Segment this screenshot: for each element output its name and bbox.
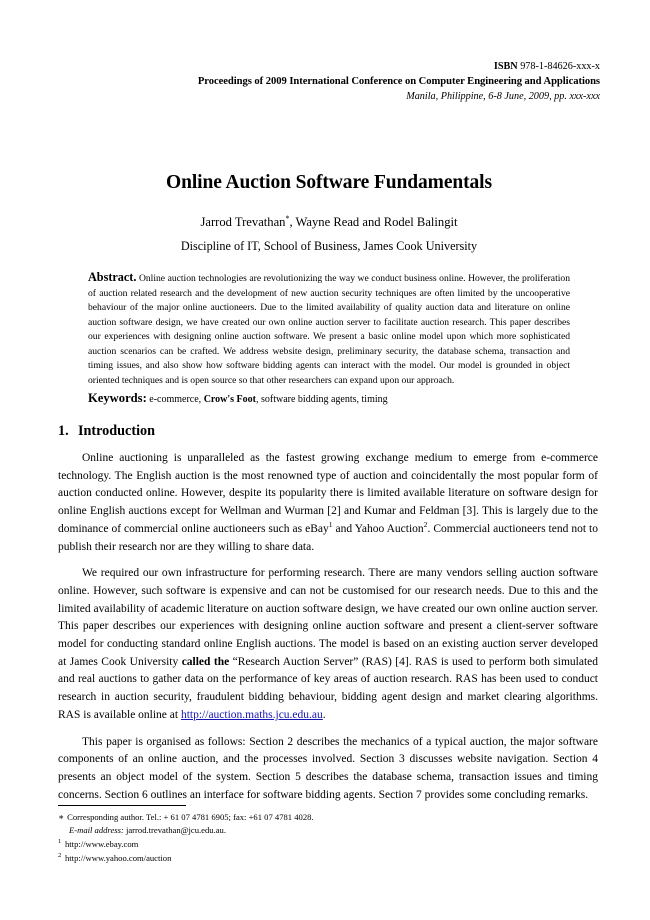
ras-url-link[interactable]: http://auction.maths.jcu.edu.au (180, 708, 323, 721)
email-value: jarrod.trevathan@jcu.edu.au. (123, 825, 226, 836)
footnote-corresponding-author (58, 811, 598, 824)
paragraph-2-bold-phrase: called the (181, 655, 230, 668)
isbn-line (58, 60, 600, 74)
footnote-marker-star: ∗ (58, 812, 65, 822)
keyword-crows-foot: Crow's Foot (203, 394, 256, 405)
body-text (58, 450, 598, 804)
paragraph-2-part-c: . (322, 708, 326, 721)
isbn-value: 978-1-84626-xxx-x (520, 61, 600, 72)
footnote-2 (58, 851, 598, 865)
section-heading-introduction (58, 423, 600, 440)
author-names-rest: , Wayne Read and Rodel Balingit (289, 215, 458, 229)
paper-title: Online Auction Software Fundamentals (166, 172, 492, 193)
footnote-separator (58, 805, 186, 806)
email-label: E-mail address: (69, 825, 124, 836)
isbn-label: ISBN (493, 61, 518, 72)
keywords-before: e-commerce, (146, 394, 204, 405)
keywords-after: , software bidding agents, timing (256, 394, 388, 405)
footnote-ref-1: 1 (328, 519, 333, 529)
section-title: Introduction (78, 423, 155, 439)
footnote-ref-2: 2 (423, 519, 428, 529)
footnote-marker-1: 1 (58, 838, 62, 846)
paragraph-1-part-c: . Commercial auctioneers tend not to publish their research nor are they willing to share data. (58, 522, 598, 553)
footnote-email (58, 824, 598, 837)
paragraph-1 (58, 450, 598, 556)
affiliation: Discipline of IT, School of Business, James Cook University (180, 239, 478, 253)
author-names: Jarrod Trevathan (200, 215, 286, 229)
corresponding-author-marker: * (285, 213, 290, 223)
abstract-block (88, 268, 570, 389)
paragraph-1-part-a: Online auctioning is unparalleled as the fastest growing exchange medium to emerge from e-commerce technology. The English auction is the most renowned type of auction and coincidentally the most popular form of auction conducted online. However, despite its popularity there is limited available literature on software design for online English auctions except for Wellman and Wurman [2] and Kumar and Feldman [3]. This is largely due to the dominance of commercial online auctioneers such as eBay (58, 452, 598, 535)
keywords-block (88, 389, 570, 408)
keywords-label: Keywords: (88, 391, 147, 405)
paragraph-2 (58, 565, 598, 724)
author-list (58, 215, 600, 230)
page-header (58, 60, 600, 104)
footnote-2-text: http://www.yahoo.com/auction (65, 852, 172, 863)
footnote-1 (58, 837, 598, 851)
footnote-1-text: http://www.ebay.com (65, 838, 139, 849)
footnote-corresponding-text: Corresponding author. Tel.: + 61 07 4781 6905; fax: +61 07 4781 4028. (67, 812, 314, 822)
proceedings-line: Proceedings of 2009 International Conference on Computer Engineering and Applications (197, 76, 600, 88)
section-number: 1. (58, 423, 69, 439)
abstract-label: Abstract. (88, 270, 137, 284)
paragraph-2-part-b: “Research Auction Server” (RAS) [4]. RAS is used to perform both simulated and real auctions to gather data on the performance of key areas of auction research. RAS has been used to conduct research in auction security, fraudulent bidding behaviour, bidding agent design and market clearing algorithms. RAS is available online at (58, 655, 599, 721)
paragraph-1-part-b: and Yahoo Auction (332, 522, 424, 535)
abstract-text: Online auction technologies are revolutionizing the way we conduct business online. However, the proliferation of auction related research and the development of new auction security techniques are often limited by the uncooperative behaviour of the major online auctioneers. Due to the limited availability of quality auction data and literature on online auction software design, we have created our own online auction server to facilitate auction research. This paper describes our experiences with designing online auction software. We present a basic online model upon which more sophisticated auction scenarios can be crafted. We address website design, preliminary security, the database schema, transaction and timing issues, and also show how software bidding agents can interact with the model. Our model is grounded in object oriented techniques and is open source so that other researchers can expand upon our approach. (88, 273, 570, 387)
paragraph-3: This paper is organised as follows: Section 2 describes the mechanics of a typical auction, the major software components of an online auction, and the processes involved. Section 3 discusses website navigation. Section 4 presents an object model of the system. Section 5 describes the database schema, transaction issues and timing concerns. Section 6 outlines an interface for software bidding agents. Section 7 provides some concluding remarks. (58, 735, 598, 801)
paragraph-2-part-a: We required our own infrastructure for performing research. There are many vendors selling auction software online. However, such software is expensive and can not be customised for our research needs. Due to this and the limited availability of academic literature on auction software design, we have created our own online auction server. This paper describes our experiences with designing online auction software and present a client-server software model for conducting standard online English auctions. The model is based on an existing auction server developed at James Cook University (58, 567, 598, 668)
footnote-marker-2: 2 (58, 851, 62, 859)
venue-line: Manila, Philippine, 6-8 June, 2009, pp. xxx-xxx (406, 90, 600, 102)
footnotes-block (58, 811, 598, 864)
